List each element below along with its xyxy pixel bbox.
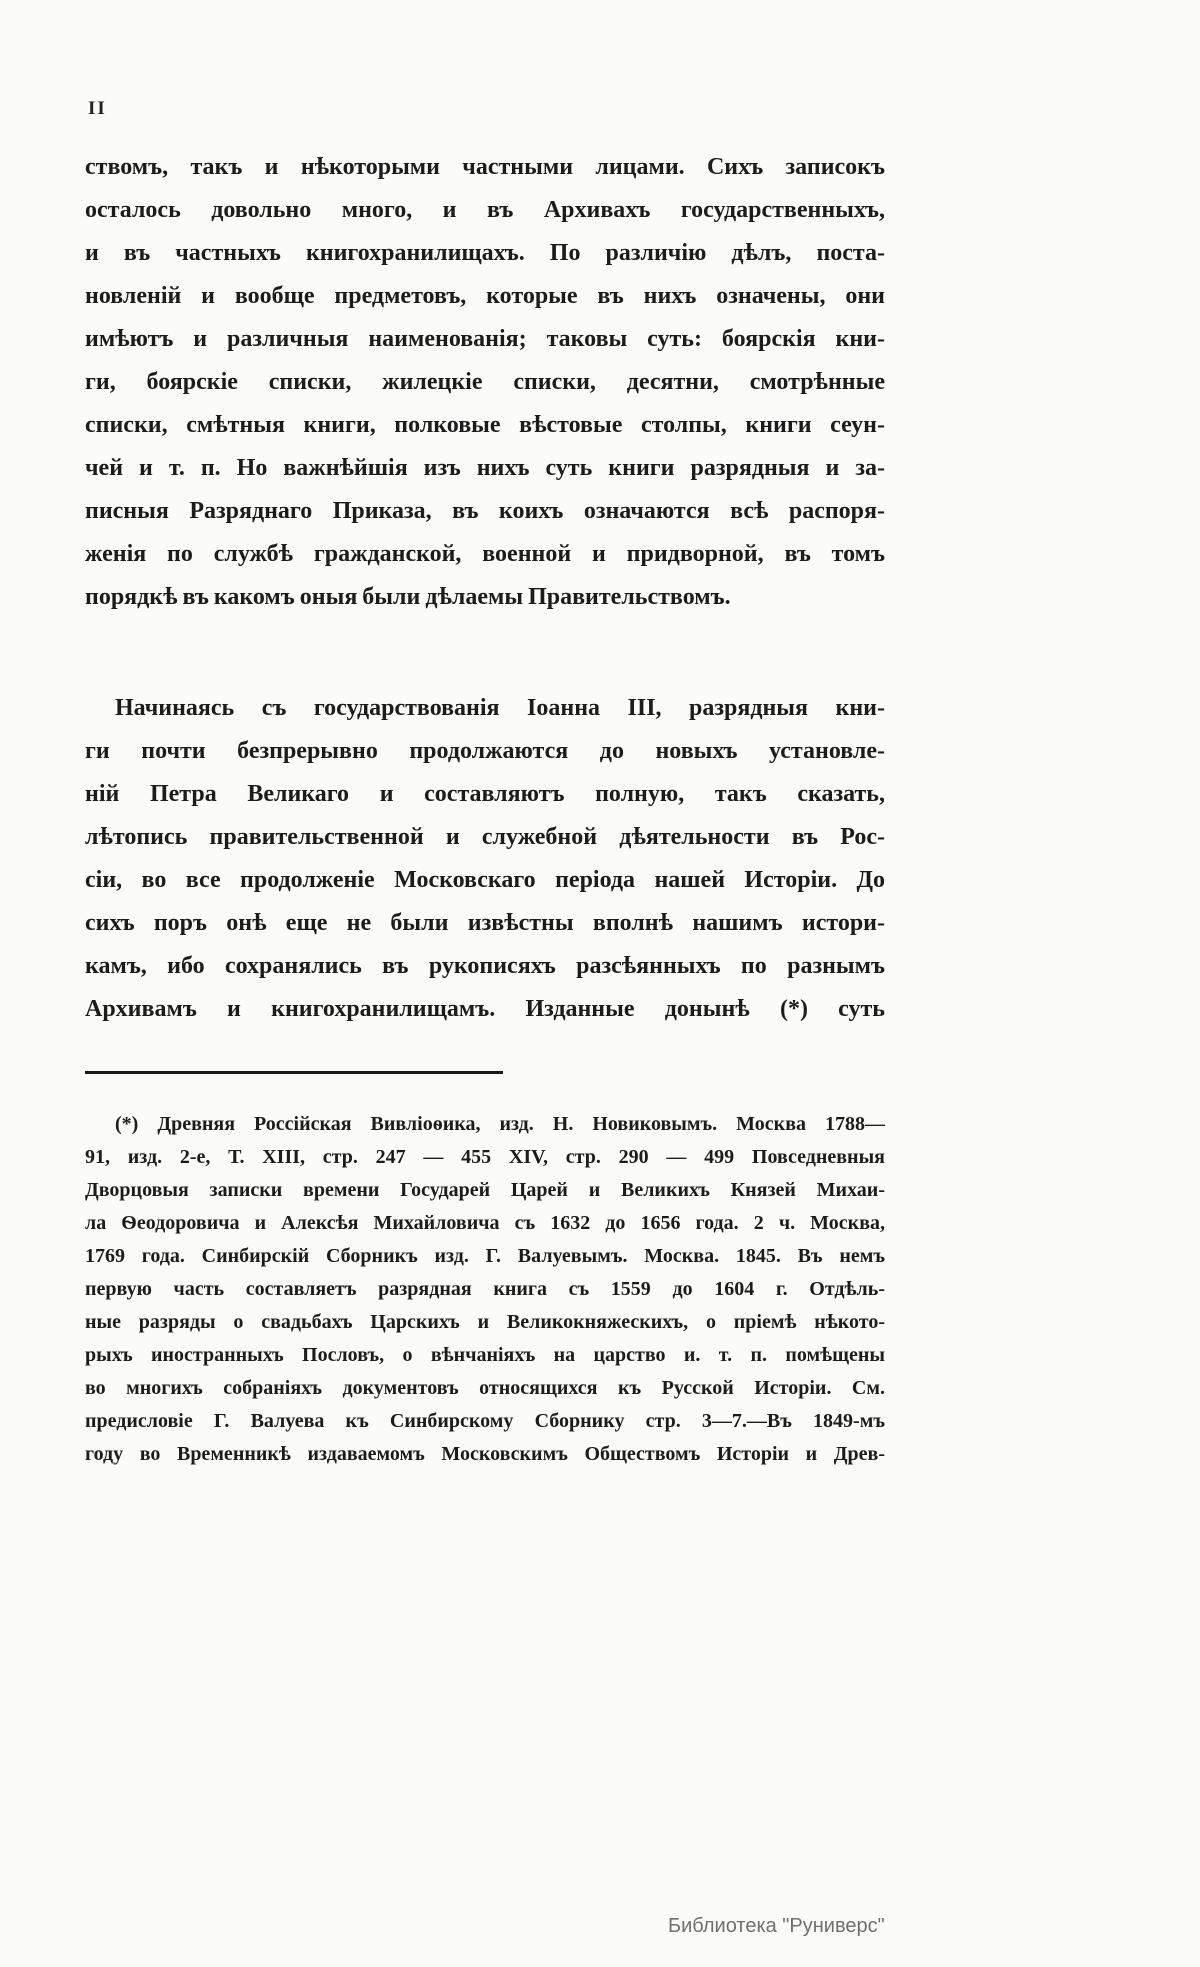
text-line: новленій и вообще предметовъ, которые въ нихъ означены, они <box>85 283 885 309</box>
text-line: камъ, ибо сохранялись въ рукописяхъ разсѣянныхъ по разнымъ <box>85 953 885 979</box>
footnote-line: во многихъ собраніяхъ документовъ относящихся къ Русской Исторіи. См. <box>85 1377 885 1399</box>
paragraph <box>85 146 885 619</box>
paragraph <box>85 687 885 1031</box>
text-line: Архивамъ и книгохранилищамъ. Изданные донынѣ (*) суть <box>85 996 885 1022</box>
footnote-line: рыхъ иностранныхъ Пословъ, о вѣнчаніяхъ на царство и. т. п. помѣщены <box>85 1344 885 1366</box>
text-line: ній Петра Великаго и составляютъ полную, такъ сказать, <box>85 781 885 807</box>
text-line: ги, боярскіе списки, жилецкіе списки, десятни, смотрѣнные <box>85 369 885 395</box>
main-text <box>85 146 885 1031</box>
text-line: ги почти безпрерывно продолжаются до новыхъ установле- <box>85 738 885 764</box>
text-line: списки, смѣтныя книги, полковые вѣстовые столпы, книги сеун- <box>85 412 885 438</box>
text-line: сіи, во все продолженіе Московскаго періода нашей Исторіи. До <box>85 867 885 893</box>
text-line: ствомъ, такъ и нѣкоторыми частными лицами. Сихъ записокъ <box>85 154 885 180</box>
text-line: чей и т. п. Но важнѣйшія изъ нихъ суть книги разрядныя и за- <box>85 455 885 481</box>
text-line: Начинаясь съ государствованія Іоанна III, разрядныя кни- <box>115 695 885 721</box>
footnote-line: ла Ѳеодоровича и Алексѣя Михайловича съ 1632 до 1656 года. 2 ч. Москва, <box>85 1212 885 1234</box>
runivers-watermark: Библиотека "Руниверс" <box>668 1915 885 1937</box>
page-number: II <box>88 98 107 119</box>
footnote-line: первую часть составляетъ разрядная книга съ 1559 до 1604 г. Отдѣль- <box>85 1278 885 1300</box>
text-line: осталось довольно много, и въ Архивахъ государственныхъ, <box>85 197 885 223</box>
text-line: лѣтопись правительственной и служебной дѣятельности въ Рос- <box>85 824 885 850</box>
footnote-line: ные разряды о свадьбахъ Царскихъ и Великокняжескихъ, о пріемѣ нѣкото- <box>85 1311 885 1333</box>
footnote-line: году во Временникѣ издаваемомъ Московскимъ Обществомъ Исторіи и Древ- <box>85 1443 885 1465</box>
text-line: порядкѣ въ какомъ оныя были дѣлаемы Правительствомъ. <box>85 584 731 610</box>
footnote-separator <box>85 1071 503 1074</box>
text-line: сихъ поръ онѣ еще не были извѣстны вполнѣ нашимъ истори- <box>85 910 885 936</box>
text-line: имѣютъ и различныя наименованія; таковы суть: боярскія кни- <box>85 326 885 352</box>
footnote-line: 1769 года. Синбирскій Сборникъ изд. Г. Валуевымъ. Москва. 1845. Въ немъ <box>85 1245 885 1267</box>
footnote <box>85 1108 885 1471</box>
footnote-line: предисловіе Г. Валуева къ Синбирскому Сборнику стр. 3—7.—Въ 1849-мъ <box>85 1410 885 1432</box>
text-line: и въ частныхъ книгохранилищахъ. По различію дѣлъ, поста- <box>85 240 885 266</box>
footnote-line: Дворцовыя записки времени Государей Царей и Великихъ Князей Михаи- <box>85 1179 885 1201</box>
footnote-line: (*) Древняя Россійская Вивліоѳика, изд. Н. Новиковымъ. Москва 1788— <box>115 1113 885 1135</box>
text-line: писныя Разряднаго Приказа, въ коихъ означаются всѣ распоря- <box>85 498 885 524</box>
text-line: женія по службѣ гражданской, военной и придворной, въ томъ <box>85 541 885 567</box>
footnote-line: 91, изд. 2-е, Т. XIII, стр. 247 — 455 XIV, стр. 290 — 499 Повседневныя <box>85 1146 885 1168</box>
